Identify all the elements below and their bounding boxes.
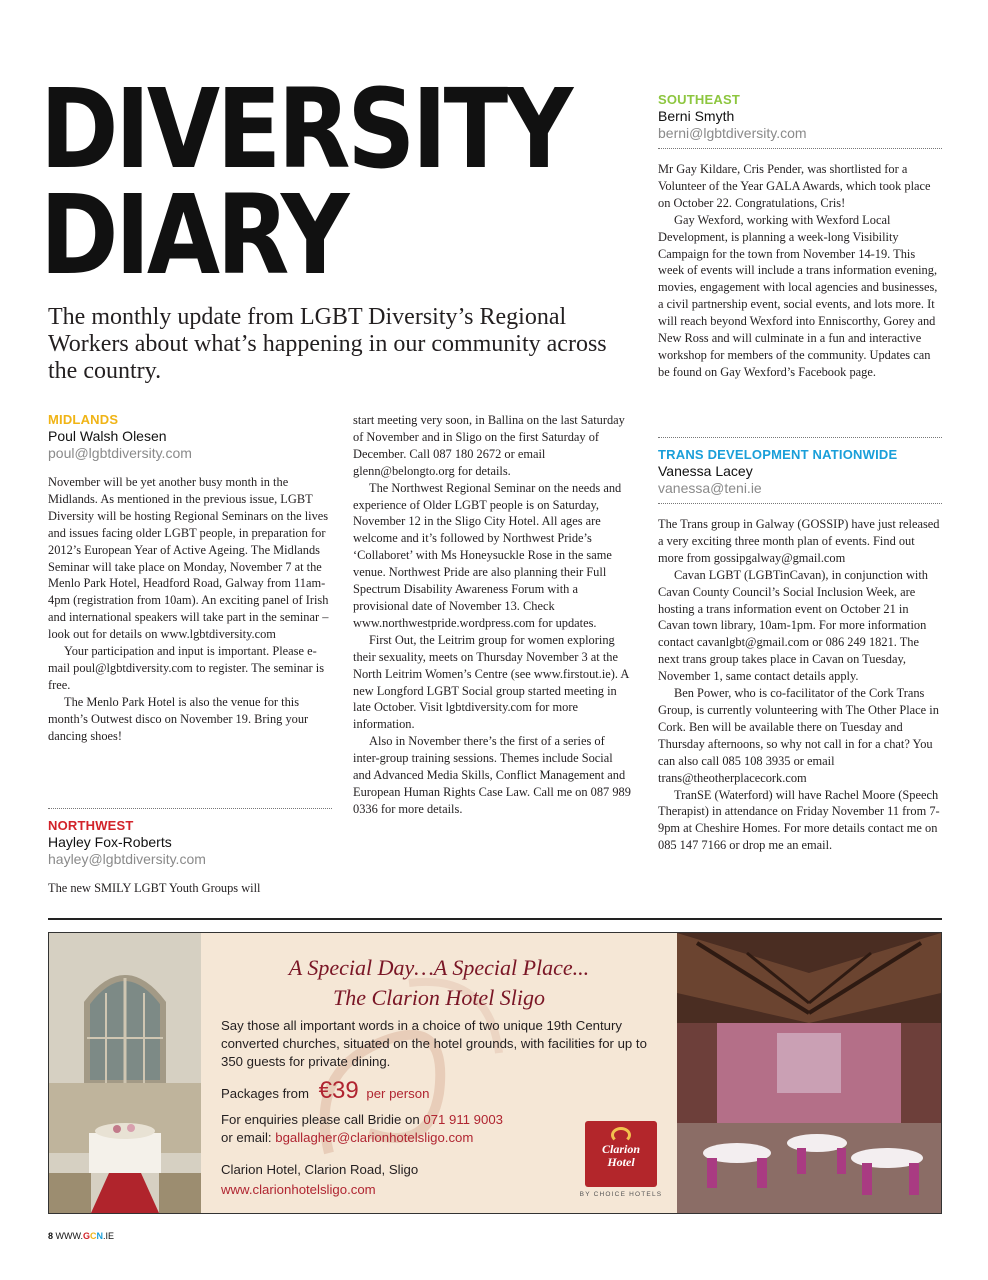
section-heading-midlands: MIDLANDS bbox=[48, 412, 119, 427]
section-body bbox=[48, 880, 333, 897]
author-email[interactable]: poul@lgbtdiversity.com bbox=[48, 445, 192, 461]
paragraph: TranSE (Waterford) will have Rachel Moore (Speech Therapist) in attendance on Friday November 11 from 7-9pm at Cheshire Homes. For more details contact me on 085 147 7166 or drop me an email. bbox=[658, 787, 940, 853]
author-name: Berni Smyth bbox=[658, 108, 735, 124]
clarion-logo bbox=[585, 1121, 657, 1187]
masthead-line-1: DIVERSITY bbox=[40, 65, 570, 193]
site-g: G bbox=[83, 1231, 91, 1241]
advert-address: Clarion Hotel, Clarion Road, Sligo bbox=[221, 1162, 419, 1177]
page-footer bbox=[48, 1231, 114, 1241]
site-c: C bbox=[90, 1231, 97, 1241]
section-heading-southeast: SOUTHEAST bbox=[658, 92, 740, 107]
section-divider bbox=[658, 503, 942, 504]
site-n: N bbox=[96, 1231, 104, 1241]
logo-tagline: BY CHOICE HOTELS bbox=[579, 1191, 663, 1198]
advert-website[interactable]: www.clarionhotelsligo.com bbox=[221, 1182, 376, 1197]
phone-number[interactable]: 071 911 9003 bbox=[423, 1112, 504, 1127]
paragraph: Mr Gay Kildare, Cris Pender, was shortlisted for a Volunteer of the Year GALA Awards, which took place on October 22. Congratulations, Cris! bbox=[658, 162, 931, 210]
section-divider bbox=[658, 437, 942, 438]
section-midlands bbox=[48, 412, 333, 745]
advert-divider bbox=[48, 918, 942, 920]
page-number: 8 bbox=[48, 1231, 54, 1241]
author-name: Vanessa Lacey bbox=[658, 463, 753, 479]
masthead-title bbox=[40, 65, 570, 299]
section-northwest-continued bbox=[353, 412, 631, 818]
paragraph: The Trans group in Galway (GOSSIP) have just released a very exciting three month plan of events. Find out more from gossipgalway@gmail.com bbox=[658, 517, 940, 565]
church-photo bbox=[49, 933, 201, 1213]
paragraph: November will be yet another busy month in the Midlands. As mentioned in the previous issue, LGBT Diversity will be hosting Regional Seminars on the lives and issues facing older LGBT people, in preparation for 2012’s European Year of Active Ageing. The Midlands Seminar will take place on Monday, November 7 at the Menlo Park Hotel, Headford Road, Galway from 11am-4pm (registration from 10am). An exciting panel of Irish and international speakers will take part in the seminar – look out for details on www.lgbtdiversity.com bbox=[48, 475, 329, 642]
church-window-illustration bbox=[49, 933, 201, 1213]
section-body bbox=[658, 161, 942, 381]
site-prefix: WWW. bbox=[55, 1231, 84, 1241]
intro-standfirst: The monthly update from LGBT Diversity’s Regional Workers about what’s happening in our community across the country. bbox=[48, 304, 607, 384]
section-southeast bbox=[658, 92, 942, 381]
price-suffix: per person bbox=[366, 1086, 430, 1101]
paragraph: First Out, the Leitrim group for women exploring their sexuality, meets on Thursday November 3 at the North Leitrim Women’s Centre (see www.firstout.ie). A new Longford LGBT Social group started meeting in late October. Visit lgbtdiversity.com for more information. bbox=[353, 632, 629, 732]
masthead-line-2: DIARY bbox=[40, 171, 346, 299]
clarion-hotel-advert[interactable] bbox=[48, 932, 942, 1214]
paragraph: Gay Wexford, working with Wexford Local Development, is planning a week-long Visibility Campaign for the town from November 14-19. This week of events will include a trans information evening, movies, engagement with local agencies and businesses, a civil partnership event, social events, and lots more. It will reach beyond Wexford into Enniscorthy, Gorey and New Ross and will culminate in a fun and interactive workshop for members of the community. Updates can be found on Gay Wexford’s Facebook page. bbox=[658, 212, 938, 379]
logo-word-2: Hotel bbox=[607, 1155, 635, 1169]
paragraph: Also in November there’s the first of a series of inter-group training sessions. Themes include Social and Advanced Media Skills, Conflict Management and European Human Rights Case Law. Call me on 087 989 0336 for more details. bbox=[353, 734, 631, 816]
paragraph: The Menlo Park Hotel is also the venue for this month’s Outwest disco on November 19. Bring your dancing shoes! bbox=[48, 694, 309, 743]
advert-description: Say those all important words in a choice of two unique 19th Century converted churches, situated on the hotel grounds, with facilities for up to 350 guests for private dining. bbox=[221, 1018, 647, 1069]
email-label: or email: bbox=[221, 1130, 272, 1145]
banquet-hall-illustration bbox=[677, 933, 941, 1213]
section-divider bbox=[48, 808, 332, 809]
section-body bbox=[48, 474, 333, 745]
paragraph: The new SMILY LGBT Youth Groups will bbox=[48, 881, 261, 895]
advert-title-1: A Special Day…A Special Place... bbox=[288, 955, 590, 980]
advert-enquiries bbox=[221, 1111, 641, 1129]
advert-email-line bbox=[221, 1129, 641, 1147]
author-email[interactable]: berni@lgbtdiversity.com bbox=[658, 125, 807, 141]
advert-title-2: The Clarion Hotel Sligo bbox=[332, 985, 546, 1010]
author-email[interactable]: vanessa@teni.ie bbox=[658, 480, 762, 496]
author-name: Poul Walsh Olesen bbox=[48, 428, 167, 444]
enquiries-label: For enquiries please call Bridie on bbox=[221, 1112, 420, 1127]
banquet-hall-photo bbox=[677, 933, 941, 1213]
section-heading-northwest: NORTHWEST bbox=[48, 818, 134, 833]
paragraph: Cavan LGBT (LGBTinCavan), in conjunction with Cavan County Council’s Social Inclusion Week, are hosting a trans information event on October 21 in Cavan town library, 10am-1pm. For more information contact cavanlgbt@gmail.com or 086 249 1821. The next trans group takes place in Cavan on Tuesday, November 1, same contact details apply. bbox=[658, 567, 928, 684]
section-heading-trans: TRANS DEVELOPMENT NATIONWIDE bbox=[658, 447, 898, 462]
advert-email[interactable]: bgallagher@clarionhotelsligo.com bbox=[275, 1130, 474, 1145]
author-name: Hayley Fox-Roberts bbox=[48, 834, 172, 850]
paragraph: Ben Power, who is co-facilitator of the Cork Trans Group, is currently volunteering with The Other Place in Cork. Ben will be available there on Tuesday and Thursday afternoons, so why not call in for a chat? You can also call 085 108 3935 or email trans@theotherplacecork.com bbox=[658, 686, 939, 785]
site-suffix: .IE bbox=[103, 1231, 115, 1241]
section-body bbox=[658, 516, 942, 854]
price-value: €39 bbox=[318, 1077, 359, 1104]
advert-price-line bbox=[221, 1079, 641, 1103]
logo-word-1: Clarion bbox=[601, 1142, 640, 1156]
section-trans bbox=[658, 447, 942, 854]
section-divider bbox=[658, 148, 942, 149]
paragraph: start meeting very soon, in Ballina on the last Saturday of November and in Sligo on the first Saturday of December. Call 087 180 2672 or email glenn@belongto.org for details. bbox=[353, 413, 625, 478]
packages-label: Packages from bbox=[221, 1086, 309, 1101]
clarion-logo-icon bbox=[611, 1127, 631, 1143]
section-northwest bbox=[48, 818, 333, 897]
paragraph: Your participation and input is important. Please e-mail poul@lgbtdiversity.com to register. The seminar is free. bbox=[48, 644, 325, 692]
author-email[interactable]: hayley@lgbtdiversity.com bbox=[48, 851, 206, 867]
paragraph: The Northwest Regional Seminar on the needs and experience of Older LGBT people is on Saturday, November 12 in the Sligo City Hotel. All ages are welcome and it’s followed by Northwest Pride’s ‘Collaboret’ with Ms Honeysuckle Rose in the same venue. Northwest Pride are also planning their Full Spectrum Disability Awareness Forum with a provisional date of November 13. Check www.northwestpride.wordpress.com for updates. bbox=[353, 480, 622, 630]
